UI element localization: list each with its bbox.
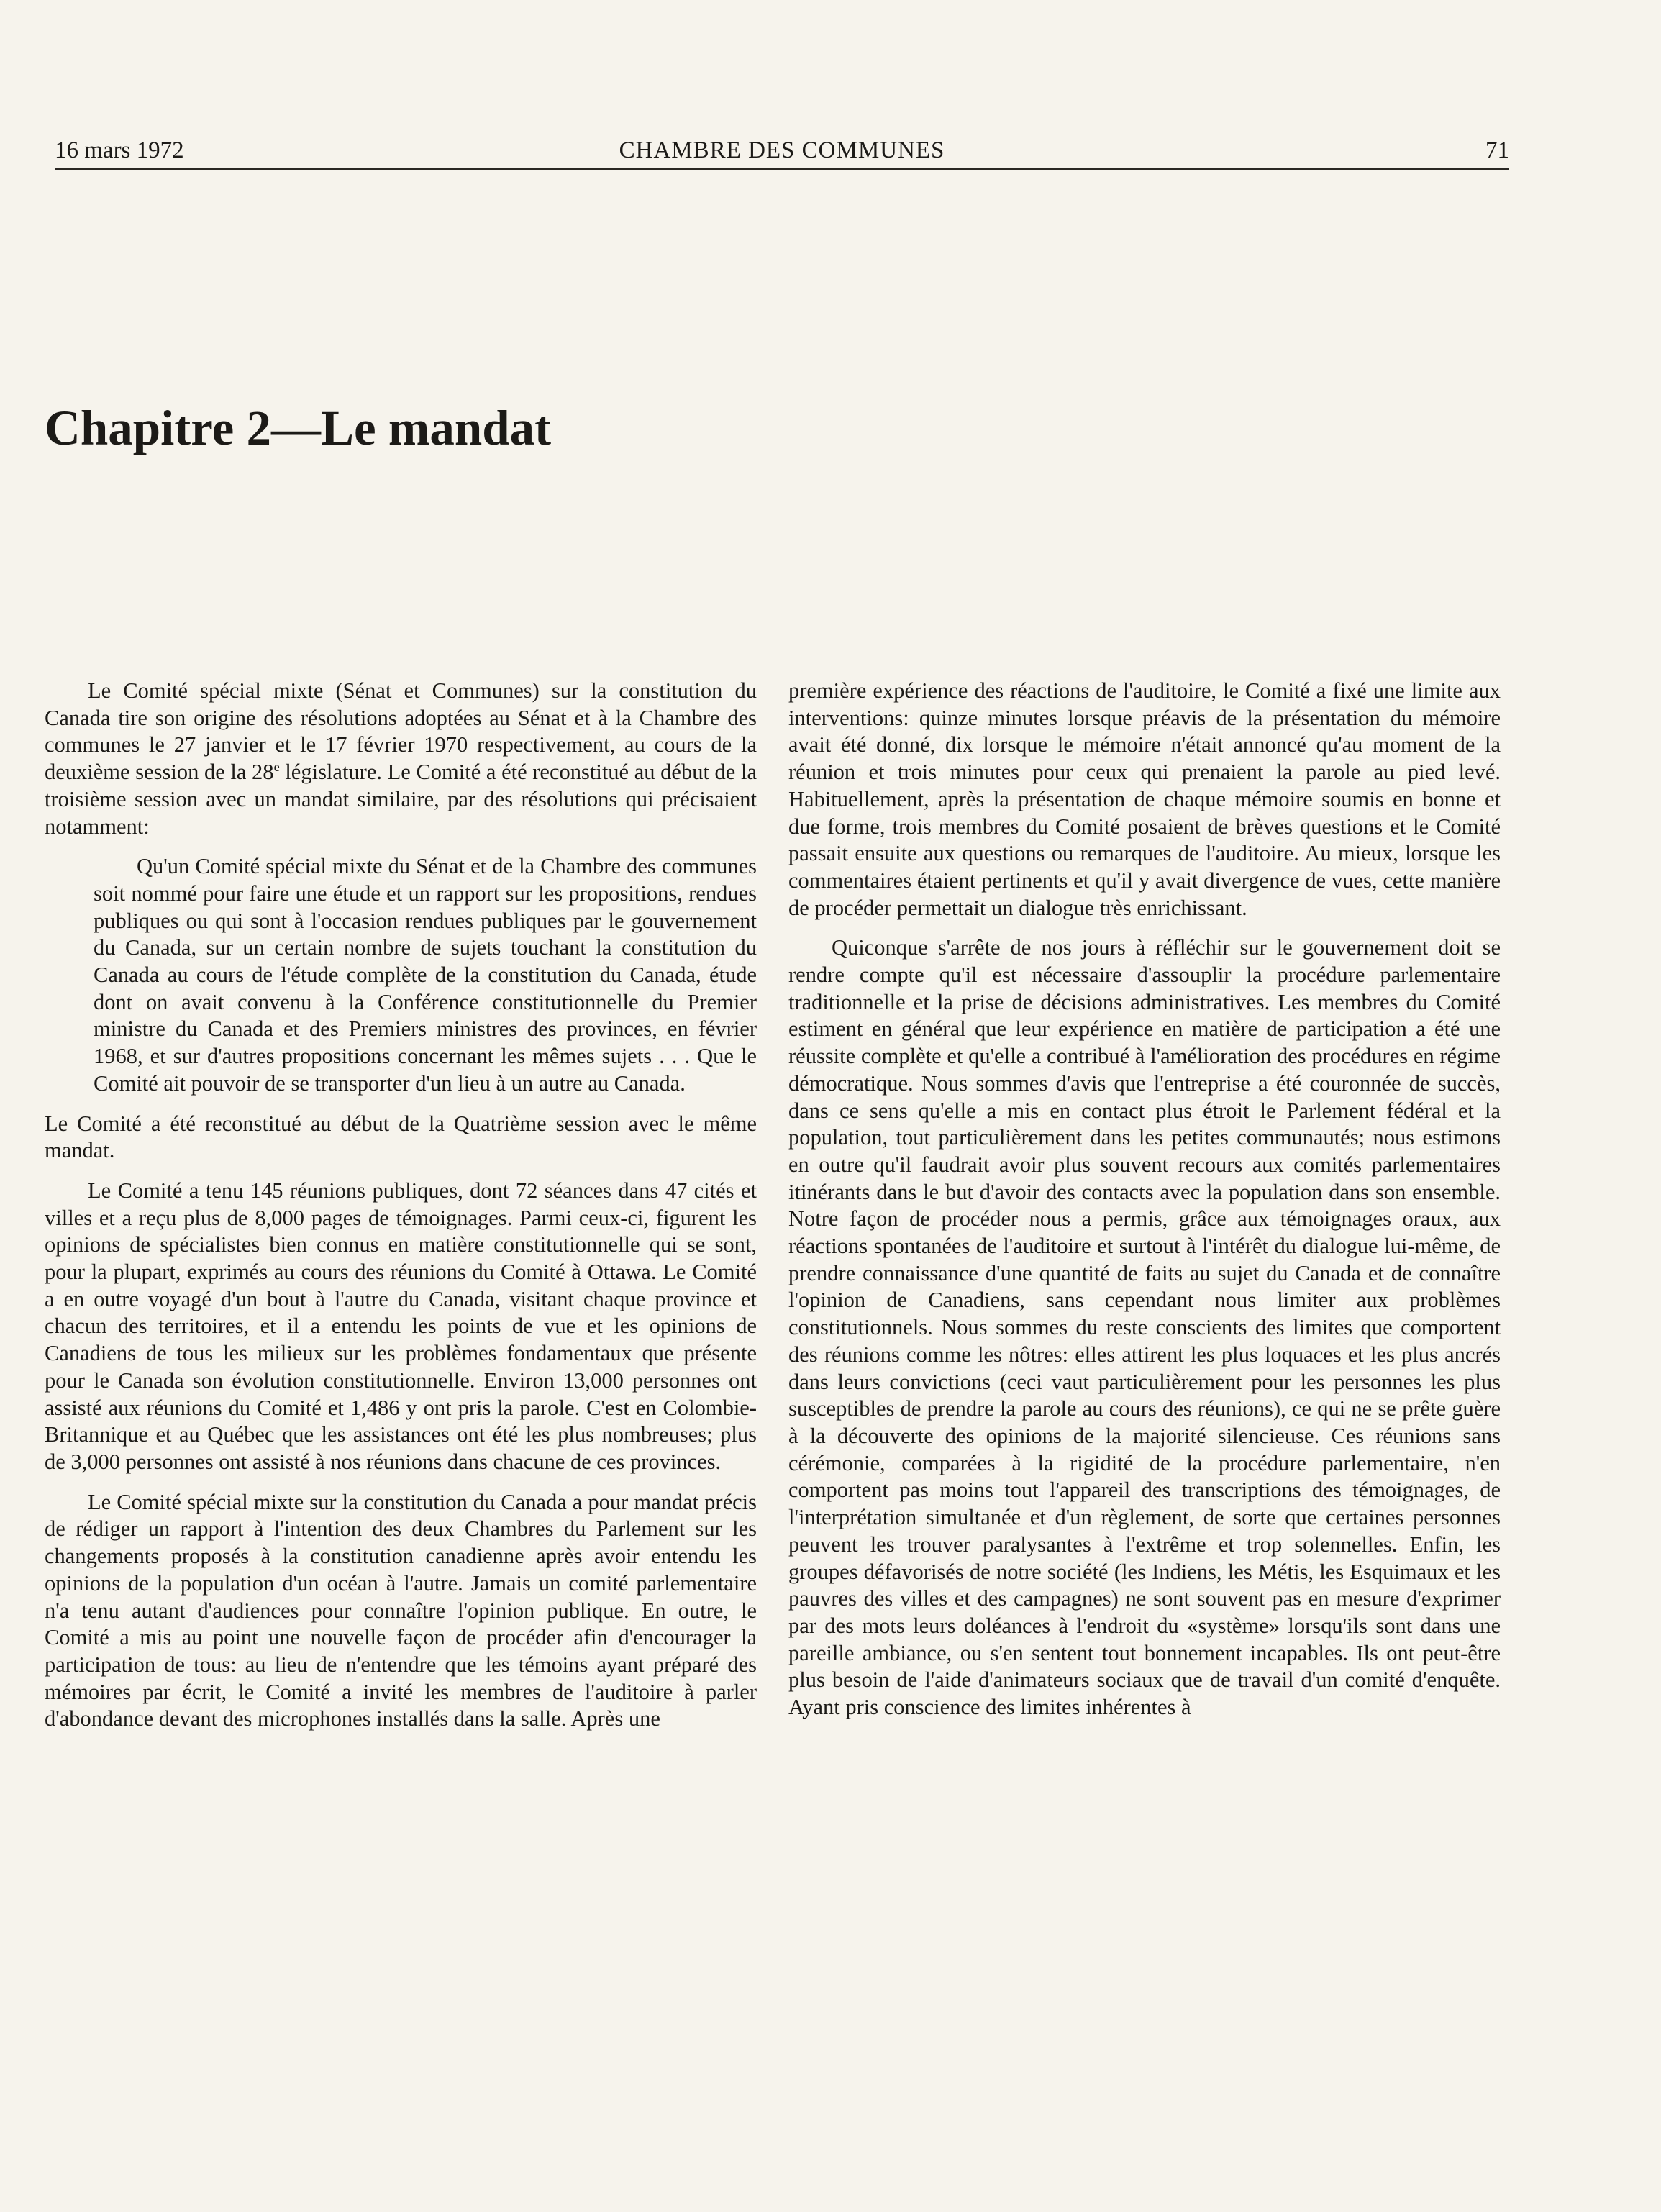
header-page-number: 71 <box>1485 137 1509 163</box>
left-column <box>45 678 757 1746</box>
ordinal-suffix: e <box>273 759 280 774</box>
mandate-paragraph: Le Comité spécial mixte sur la constitution du Canada a pour mandat précis de rédiger un rapport à l'intention des deux Chambres du Parlement sur les changements proposés à la constitution canadienne après avoir entendu les opinions de la population d'un océan à l'autre. Jamais un comité parlementaire n'a tenu autant d'audiences pour connaître l'opinion publique. En outre, le Comité a mis au point une nouvelle façon de procéder afin d'encourager la participation de tous: au lieu de n'entendre que les témoins ayant préparé des mémoires par écrit, le Comité a invité les membres de l'auditoire à parler d'abondance devant des microphones installés dans la salle. Après une <box>45 1489 757 1731</box>
header-publication-title: CHAMBRE DES COMMUNES <box>619 137 945 163</box>
reconstitution-paragraph: Le Comité a été reconstitué au début de la Quatrième session avec le même mandat. <box>45 1111 757 1163</box>
chapter-title: Chapitre 2—Le mandat <box>45 401 552 455</box>
reflection-paragraph: Quiconque s'arrête de nos jours à réfléchir sur le gouvernement doit se rendre compte qu'il est nécessaire d'assouplir la procédure parlementaire traditionnelle et la prise de décisions administratives. Les membres du Comité estiment en général que leur expérience en matière de participation a été une réussite complète et qu'elle a contribué à l'amélioration des procédures en régime démocratique. Nous sommes d'avis que l'entreprise a été couronnée de succès, dans ce sens qu'elle a mis en contact plus étroit le Parlement fédéral et la population, tout particulièrement dans les petites communautés; nous estimons en outre qu'il faudrait avoir plus souvent recours aux comités parlementaires itinérants dans le but d'avoir des contacts avec la population dans son ensemble. Notre façon de procéder nous a permis, grâce aux témoignages oraux, aux réactions spontanées de l'auditoire et surtout à l'intérêt du dialogue lui-même, de prendre connaissance d'une quantité de faits au sujet du Canada et de connaître l'opinion de Canadiens, sans cependant nous limiter aux problèmes constitutionnels. Nous sommes du reste conscients des limites que comportent des réunions comme les nôtres: elles attirent les plus loquaces et les plus ancrés dans leurs convictions (ceci vaut particulièrement pour les personnes les plus susceptibles de prendre la parole au cours des réunions), ce qui ne se prête guère à la découverte des opinions de la majorité silencieuse. Ces réunions sans cérémonie, comparées à la rigidité de la procédure parlementaire, n'en comportent pas moins tout l'appareil des transcriptions des témoignages, de l'interprétation simultanée et d'un règlement, de sorte que certaines personnes peuvent les trouver paralysantes à l'extrême et trop solennelles. Enfin, les groupes défavorisés de notre société (les Indiens, les Métis, les Esquimaux et les pauvres des villes et des campagnes) ne sont souvent pas en mesure d'exprimer par des mots leurs doléances à l'endroit du «système» lorsqu'ils sont dans une pareille ambiance, ou s'en sentent tout bonnement incapables. Ils ont peut-être plus besoin de l'aide d'animateurs sociaux que de travail d'un comité d'enquête. Ayant pris conscience des limites inhérentes à <box>788 935 1501 1720</box>
intro-text-start: Le Comité spécial mixte (Sénat et Communes) sur la constitution du Canada tire son origine des résolutions adoptées au Sénat et à la Chambre des communes le 27 janvier et le 17 février 1970 respectivement, au cours de la deuxième session de la 28 <box>45 678 757 785</box>
intro-paragraph <box>45 678 757 840</box>
running-header <box>55 137 1509 170</box>
header-date: 16 mars 1972 <box>55 137 184 163</box>
continued-paragraph: première expérience des réactions de l'auditoire, le Comité a fixé une limite aux interventions: quinze minutes lorsque préavis de la présentation du mémoire avait été donné, dix lorsque le mémoire n'était annoncé qu'au moment de la réunion et trois minutes pour ceux qui prenaient la parole au pied levé. Habituellement, après la présentation de chaque mémoire soumis en bonne et due forme, trois membres du Comité posaient de brèves questions et le Comité passait ensuite aux questions ou remarques de l'auditoire. Au mieux, lorsque les commentaires étaient pertinents et qu'il y avait divergence de vues, cette manière de procéder permettait un dialogue très enrichissant. <box>788 678 1501 920</box>
resolution-quote: Qu'un Comité spécial mixte du Sénat et de la Chambre des communes soit nommé pour faire une étude et un rapport sur les propositions, rendues publiques ou qui sont à l'occasion rendues publiques par le gouvernement du Canada, sur un certain nombre de sujets touchant la constitution du Canada au cours de l'étude complète de la constitution du Canada, étude dont on avait convenu à la Conférence constitutionnelle du Premier ministre du Canada et des Premiers ministres des provinces, en février 1968, et sur d'autres propositions concernant les mêmes sujets . . . Que le Comité ait pouvoir de se transporter d'un lieu à un autre au Canada. <box>94 854 757 1096</box>
right-column <box>788 678 1501 1734</box>
intro-text-end: législature. Le Comité a été reconstitué au début de la troisième session avec un mandat similaire, par des résolutions qui précisaient notamment: <box>45 760 757 839</box>
meetings-paragraph: Le Comité a tenu 145 réunions publiques, dont 72 séances dans 47 cités et villes et a reçu plus de 8,000 pages de témoignages. Parmi ceux-ci, figurent les opinions de spécialistes bien connus en matière constitutionnelle qui se sont, pour la plupart, exprimés au cours des réunions du Comité à Ottawa. Le Comité a en outre voyagé d'un bout à l'autre du Canada, visitant chaque province et chacun des territoires, et il a entendu les points de vue et les opinions de Canadiens de tous les milieux sur les problèmes fondamentaux que présente pour le Canada son évolution constitutionnelle. Environ 13,000 personnes ont assisté aux réunions du Comité et 1,486 y ont pris la parole. C'est en Colombie-Britannique et au Québec que les assistances ont été les plus nombreuses; plus de 3,000 personnes ont assisté à nos réunions dans chacune de ces provinces. <box>45 1178 757 1474</box>
